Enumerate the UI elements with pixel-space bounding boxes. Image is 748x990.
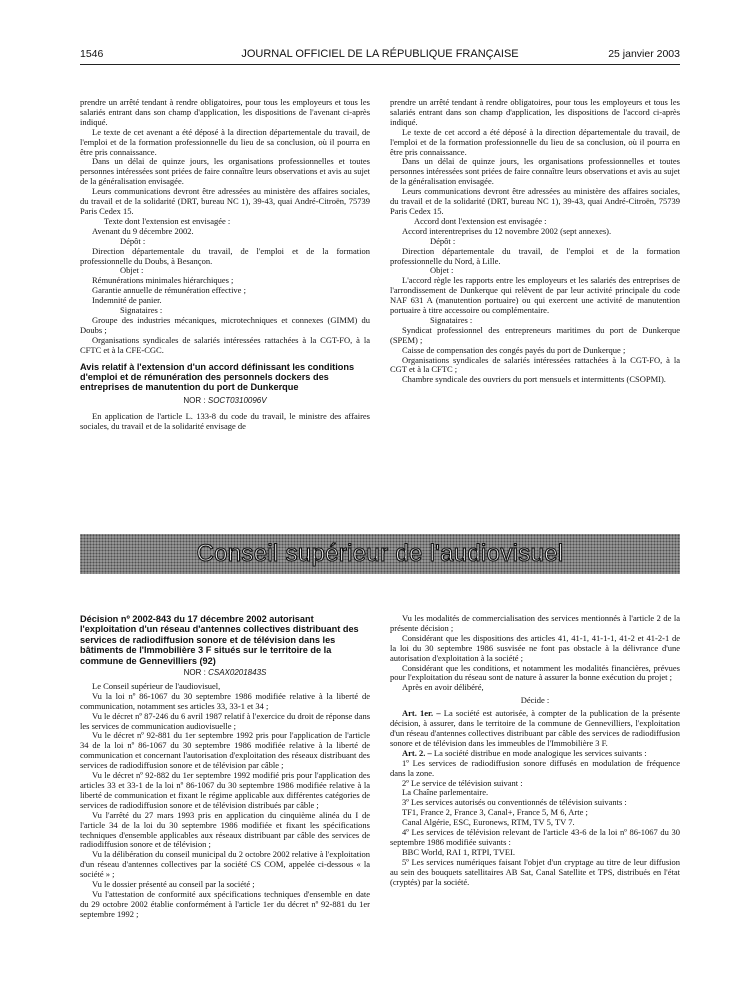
decide-label: Décide : bbox=[520, 695, 550, 706]
top-left-column bbox=[80, 98, 370, 432]
paragraph: Vu l'attestation de conformité aux spécifications techniques d'ensemble en date du 29 octobre 2002 établie conformément à l'article 1er du décret nº 92-881 du 1er septembre 1992 ; bbox=[80, 888, 370, 919]
issue-date: 25 janvier 2003 bbox=[608, 48, 680, 60]
nor-reference bbox=[80, 668, 370, 678]
paragraph: Le Conseil supérieur de l'audiovisuel, bbox=[92, 680, 221, 691]
paragraph: Vu le dossier présenté au conseil par la société ; bbox=[92, 879, 255, 890]
list-item: Indemnité de panier. bbox=[92, 295, 162, 306]
list-item: 3º Les services autorisés ou conventionnés de télévision suivants : bbox=[402, 797, 627, 808]
paragraph: Vu la délibération du conseil municipal du 2 octobre 2002 relative à l'exploitation d'un réseau d'antennes collectives par la société CS COM, appelée ci-dessous « la société » ; bbox=[80, 849, 370, 880]
journal-title: JOURNAL OFFICIEL DE LA RÉPUBLIQUE FRANÇAISE bbox=[241, 48, 519, 60]
nor-reference bbox=[80, 396, 370, 406]
list-item: BBC World, RAI 1, RTPI, TVEI. bbox=[402, 846, 516, 857]
article-2-text: La société distribue en mode analogique les services suivants : bbox=[433, 747, 647, 758]
paragraph: Direction départementale du travail, de l'emploi et de la formation professionnelle du Nord, à Lille. bbox=[390, 245, 680, 266]
paragraph: prendre un arrêté tendant à rendre obligatoires, pour tous les employeurs et tous les salariés entrant dans son champ d'application, les dispositions de l'accord ci-après indiqué. bbox=[390, 97, 680, 127]
header-rule bbox=[80, 64, 680, 65]
list-item: 4º Les services de télévision relevant de l'article 43-6 de la loi nº 86-1067 du 30 septembre 1986 modifiée suivants : bbox=[390, 827, 680, 847]
bottom-right-column bbox=[390, 614, 680, 887]
paragraph: Accord interentreprises du 12 novembre 2002 (sept annexes). bbox=[402, 225, 612, 236]
paragraph: Vu les modalités de commercialisation des services mentionnés à l'article 2 de la présente décision ; bbox=[390, 613, 680, 633]
paragraph: prendre un arrêté tendant à rendre obligatoires, pour tous les employeurs et tous les salariés entrant dans son champ d'application, les dispositions de l'avenant ci-après indiqué. bbox=[80, 97, 370, 127]
list-item: Chambre syndicale des ouvriers du port mensuels et intermittents (CSOPMI). bbox=[402, 374, 666, 385]
paragraph: Direction départementale du travail, de l'emploi et de la formation professionnelle du Doubs, à Besançon. bbox=[80, 245, 370, 266]
list-item: 1º Les services de radiodiffusion sonore diffusés en modulation de fréquence dans la zone. bbox=[390, 757, 680, 778]
nor-code: CSAX0201843S bbox=[208, 668, 267, 678]
section-label: Dépôt : bbox=[430, 235, 456, 246]
section-banner bbox=[80, 534, 680, 574]
paragraph: Leurs communications devront être adressées au ministère des affaires sociales, du travail et de la solidarité (DRT, bureau NC 1), 39-43, quai André-Citroën, 75739 Paris Cedex 15. bbox=[80, 186, 370, 216]
paragraph: Le texte de cet accord a été déposé à la direction départementale du travail, de l'emploi et de la formation professionnelle du lieu de sa conclusion, où il pourra en être pris connaissance. bbox=[390, 126, 680, 157]
paragraph: En application de l'article L. 133-8 du code du travail, le ministre des affaires sociales, du travail et de la solidarité envisage de bbox=[80, 410, 370, 431]
paragraph: Dans un délai de quinze jours, les organisations professionnelles et toutes personnes intéressées sont priées de faire connaître leurs observations et avis au sujet de la généralisation envisagée. bbox=[80, 156, 370, 187]
paragraph: Vu la loi nº 86-1067 du 30 septembre 1986 modifiée relative à la liberté de communication, notamment ses articles 33, 33-1 et 34 ; bbox=[80, 690, 370, 711]
top-right-column bbox=[390, 98, 680, 385]
paragraph: Vu le décret nº 92-882 du 1er septembre 1992 modifié pris pour l'application des articles 33 et 33-1 de la loi nº 86-1067 du 30 septembre 1986 modifiée relative à la liberté de communication et fixant le régime applicable aux différentes catégories de services de radiodiffusion sonore et de télévision distribués par câble ; bbox=[80, 770, 370, 810]
list-item: TF1, France 2, France 3, Canal+, France 5, M 6, Arte ; bbox=[402, 807, 588, 818]
list-item: 2º Le service de télévision suivant : bbox=[402, 777, 523, 788]
section-label: Signataires : bbox=[430, 314, 473, 325]
list-item: 5º Les services numériques faisant l'objet d'un cryptage au titre de leur diffusion au sein des bouquets satellitaires AB Sat, Canal Satellite et TPS, distribués en l'état (cryptés) par la société. bbox=[390, 856, 680, 887]
section-label: Objet : bbox=[430, 265, 454, 276]
bottom-left-column bbox=[80, 614, 370, 920]
page-header bbox=[80, 48, 680, 62]
article-1-label: Art. 1er. – bbox=[402, 708, 441, 719]
section-label: Objet : bbox=[120, 265, 144, 276]
article-2-label: Art. 2. – bbox=[402, 747, 432, 758]
list-item: Organisations syndicales de salariés intéressées rattachées à la CGT-FO, à la CGT et à la CFTC ; bbox=[390, 354, 680, 375]
banner-title: Conseil supérieur de l'audiovisuel bbox=[196, 540, 564, 567]
paragraph: Avenant du 9 décembre 2002. bbox=[92, 225, 194, 236]
list-item: La Chaîne parlementaire. bbox=[402, 787, 489, 798]
nor-code: SOCT0310096V bbox=[207, 395, 267, 405]
paragraph: L'accord règle les rapports entre les employeurs et les salariés des entreprises de l'arrondissement de Dunkerque qui relèvent de par leur activité principale du code NAF 631 A (manutention portuaire) ou qui exercent une activité de manutention portuaire à titre accessoire ou complémentaire. bbox=[390, 275, 680, 316]
paragraph: Vu le décret nº 92-881 du 1er septembre 1992 pris pour l'application de l'article 34 de la loi nº 86-1067 du 30 septembre 1986 modifiée relative à la liberté de communication et concernant l'autorisation d'exploitation des réseaux distribuant des services de radiodiffusion sonore et de télévision par câble ; bbox=[80, 730, 370, 771]
paragraph: Le texte de cet avenant a été déposé à la direction départementale du travail, de l'emploi et de la formation professionnelle du lieu de sa conclusion, où il pourra en être pris connaissance. bbox=[80, 126, 370, 157]
article-1-text: La société est autorisée, à compter de la publication de la présente décision, à assurer, dans le territoire de la commune de Gennevilliers, l'exploitation d'un réseau d'antennes collectives distribuant par câble des services de radiodiffusion sonore et de télévision dans les immeubles de l'Immobilière 3 F. bbox=[390, 708, 681, 748]
decision-heading: Décision nº 2002-843 du 17 décembre 2002 autorisant l'exploitation d'un réseau d'antennes collectives distribuant des services de radiodiffusion sonore et de télévision dans les bâtiments de l'Immobilière 3 F situés sur le territoire de la commune de Gennevilliers (92) bbox=[80, 614, 359, 666]
text-label: Texte dont l'extension est envisagée : bbox=[104, 215, 231, 226]
nor-label: NOR : bbox=[183, 668, 206, 678]
list-item: Caisse de compensation des congés payés du port de Dunkerque ; bbox=[402, 344, 626, 355]
section-label: Dépôt : bbox=[120, 235, 146, 246]
paragraph: Dans un délai de quinze jours, les organisations professionnelles et toutes personnes intéressées sont priées de faire connaître leurs observations et avis au sujet de la généralisation envisagée. bbox=[390, 156, 680, 187]
paragraph: Leurs communications devront être adressées au ministère des affaires sociales, du travail et de la solidarité (DRT, bureau NC 1), 39-43, quai André-Citroën, 75739 Paris Cedex 15. bbox=[390, 186, 680, 216]
notice-heading: Avis relatif à l'extension d'un accord définissant les conditions d'emploi et de rémunération des personnels dockers des entreprises de manutention du port de Dunkerque bbox=[80, 361, 355, 393]
paragraph: Vu le décret nº 87-246 du 6 avril 1987 relatif à l'exercice du droit de réponse dans les services de communication audiovisuelle ; bbox=[80, 710, 370, 731]
list-item: Canal Algérie, ESC, Euronews, RTM, TV 5, TV 7. bbox=[402, 817, 575, 828]
paragraph: Considérant que les conditions, et notamment les modalités financières, prévues pour l'exploitation du réseau sont de nature à assurer la bonne exécution du projet ; bbox=[390, 662, 680, 683]
list-item: Garantie annuelle de rémunération effective ; bbox=[92, 285, 246, 296]
list-item: Organisations syndicales de salariés intéressées rattachées à la CGT-FO, à la CFTC et à la CFE-CGC. bbox=[80, 334, 370, 355]
paragraph: Après en avoir délibéré, bbox=[402, 682, 484, 693]
nor-label: NOR : bbox=[183, 395, 206, 405]
article-1 bbox=[390, 709, 680, 749]
page-number: 1546 bbox=[80, 48, 104, 60]
paragraph: Considérant que les dispositions des articles 41, 41-1, 41-1-1, 41-2 et 41-2-1 de la loi du 30 septembre 1986 susvisée ne font pas obstacle à la délivrance d'une autorisation d'exploitation à la société ; bbox=[390, 632, 680, 663]
list-item: Syndicat professionnel des entrepreneurs maritimes du port de Dunkerque (SPEM) ; bbox=[390, 324, 680, 345]
list-item: Rémunérations minimales hiérarchiques ; bbox=[92, 275, 234, 286]
section-label: Signataires : bbox=[120, 305, 163, 316]
list-item: Groupe des industries mécaniques, microtechniques et connexes (GIMM) du Doubs ; bbox=[80, 314, 370, 335]
text-label: Accord dont l'extension est envisagée : bbox=[414, 215, 547, 226]
paragraph: Vu l'arrêté du 27 mars 1993 pris en application du cinquième alinéa du I de l'article 34 de la loi du 30 septembre 1986 modifiée et fixant les spécifications techniques d'ensemble applicables aux réseaux distribuant par câble des services de radiodiffusion sonore et de télévision ; bbox=[80, 809, 370, 850]
